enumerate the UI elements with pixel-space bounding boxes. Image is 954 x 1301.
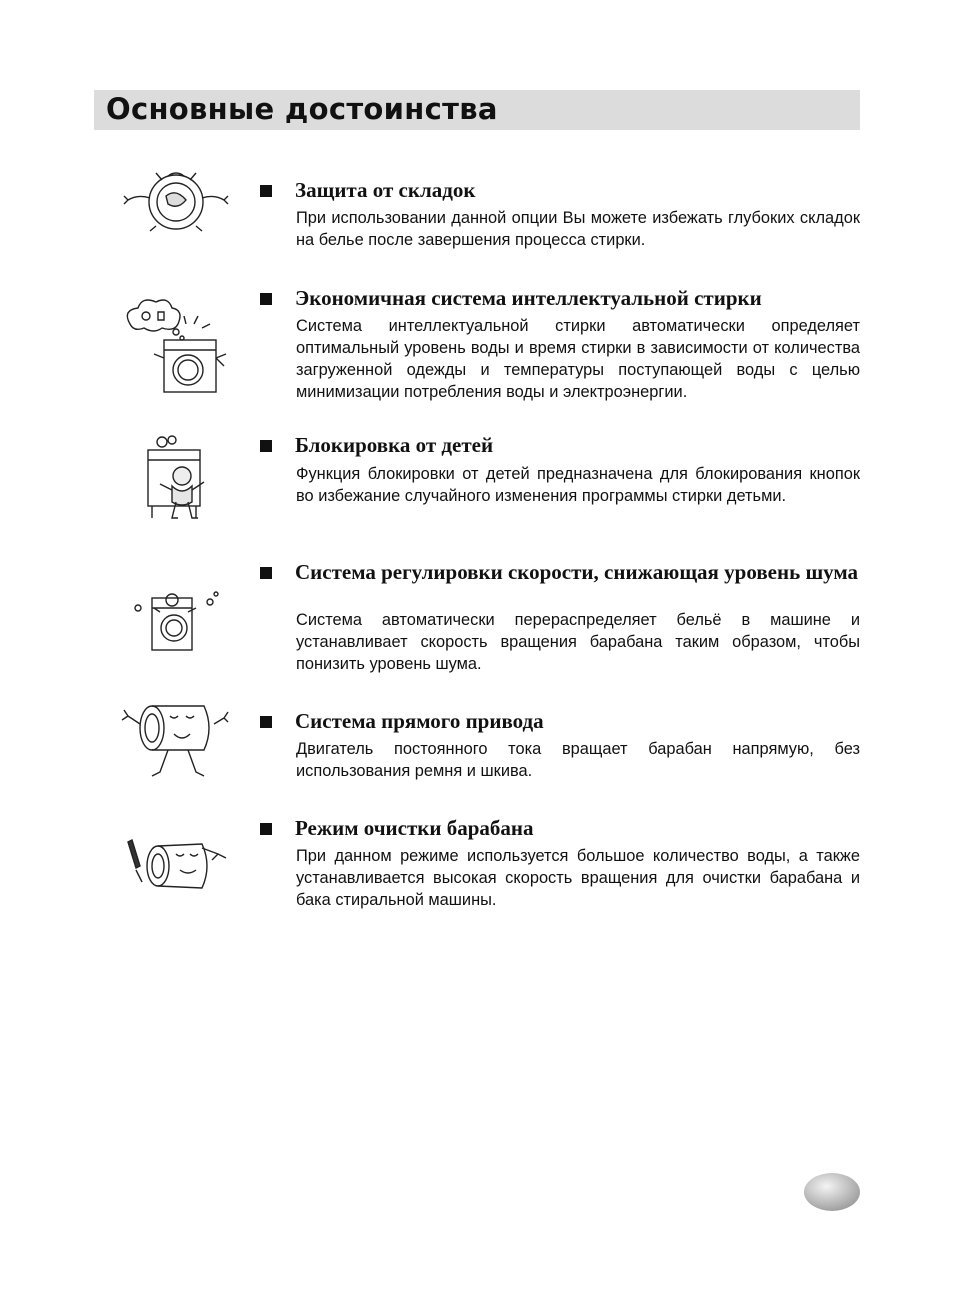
feature-title: Экономичная система интеллектуальной стирки [295,286,762,310]
feature-description: Система интеллектуальной стирки автоматически определяет оптимальный уровень воды и время стирки в зависимости от количества загруженной одежды и температуры поступающей воды с целью минимизации потребления воды и электроэнергии. [296,317,860,401]
feature-title: Защита от складок [295,178,476,202]
feature-title: Блокировка от детей [295,433,494,457]
page-number-tab [796,1170,862,1214]
feature-description: При данном режиме используется большое количество воды, а также устанавливается высокая скорость вращения для очистки барабана и бака стиральной машины. [296,847,860,909]
smart-washing-machine-icon [116,294,232,400]
feature-title: Система регулировки скорости, снижающая уровень шума [295,560,859,584]
page-title: Основные достоинства [106,92,498,126]
feature-description: Функция блокировки от детей предназначена для блокирования кнопок во избежание случайного изменения программы стирки детьми. [296,465,860,505]
bullet-icon [260,185,272,197]
bullet-icon [260,567,272,579]
bullet-icon [260,293,272,305]
feature-description: Система автоматически перераспределяет бельё в машине и устанавливает скорость вращения барабана таким образом, чтобы понизить уровень шума. [296,611,860,673]
bullet-icon [260,823,272,835]
bullet-icon [260,440,272,452]
direct-drive-motor-icon [116,694,232,790]
feature-description: При использовании данной опции Вы можете избежать глубоких складок на белье после завершения процесса стирки. [296,209,860,249]
child-lock-icon [116,434,232,532]
bullet-icon [260,716,272,728]
drum-cleaning-icon [116,836,232,896]
feature-description: Двигатель постоянного тока вращает барабан напрямую, без использования ремня и шкива. [296,740,860,780]
quiet-machine-icon [116,588,232,654]
anti-crease-drum-icon [116,168,232,232]
feature-title: Система прямого привода [295,709,544,733]
feature-title: Режим очистки барабана [295,816,534,840]
title-bar [94,90,860,130]
